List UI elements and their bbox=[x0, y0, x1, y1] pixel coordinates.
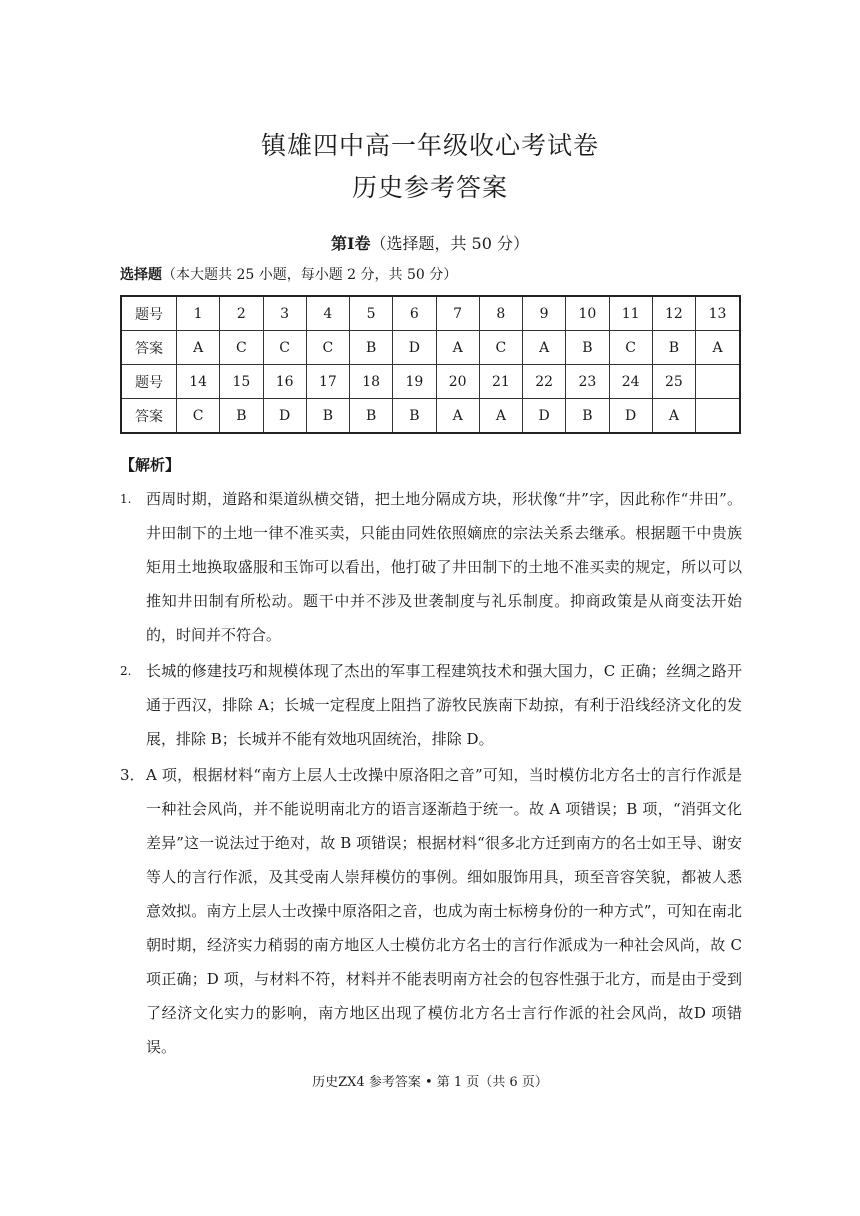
table-cell: A bbox=[696, 331, 741, 365]
table-cell: B bbox=[350, 399, 393, 434]
table-cell: 3 bbox=[263, 296, 306, 331]
table-cell: B bbox=[393, 399, 436, 434]
section-desc: （选择题，共 50 分） bbox=[370, 234, 530, 253]
table-cell: C bbox=[609, 331, 652, 365]
table-cell: 5 bbox=[350, 296, 393, 331]
table-cell: 4 bbox=[306, 296, 349, 331]
table-cell: 14 bbox=[177, 365, 220, 399]
section-heading bbox=[0, 231, 860, 254]
table-cell: B bbox=[566, 399, 609, 434]
table-cell: B bbox=[652, 331, 695, 365]
table-cell: B bbox=[350, 331, 393, 365]
page-footer: 历史ZX4 参考答案 • 第 1 页（共 6 页） bbox=[312, 1075, 548, 1090]
table-cell: C bbox=[306, 331, 349, 365]
answer-table bbox=[120, 295, 741, 434]
table-cell: 25 bbox=[652, 365, 695, 399]
mcq-desc: （本大题共 25 小题，每小题 2 分，共 50 分） bbox=[162, 267, 458, 283]
answer-key-title: 历史参考答案 bbox=[351, 173, 508, 202]
table-cell: 9 bbox=[523, 296, 566, 331]
table-row bbox=[121, 296, 740, 331]
table-cell: 12 bbox=[652, 296, 695, 331]
table-cell: 8 bbox=[479, 296, 522, 331]
table-cell: 2 bbox=[220, 296, 263, 331]
table-cell: 13 bbox=[696, 296, 741, 331]
item-number: 1. bbox=[120, 492, 132, 506]
table-cell: C bbox=[220, 331, 263, 365]
table-cell: D bbox=[263, 399, 306, 434]
mcq-note bbox=[120, 264, 457, 284]
table-cell: C bbox=[177, 399, 220, 434]
item-text: 长城的修建技巧和规模体现了杰出的军事工程建筑技术和强大国力，C 正确；丝绸之路开通于西汉，排除 A；长城一定程度上阻挡了游牧民族南下劫掠，有利于沿线经济文化的发展，排除 B；长城并不能有效地巩固统治，排除 D。 bbox=[146, 662, 742, 748]
table-cell: 24 bbox=[609, 365, 652, 399]
table-cell: B bbox=[566, 331, 609, 365]
table-cell: 16 bbox=[263, 365, 306, 399]
table-cell: 19 bbox=[393, 365, 436, 399]
analysis-heading: 【解析】 bbox=[120, 456, 181, 474]
table-cell: B bbox=[306, 399, 349, 434]
item-number: 2. bbox=[120, 664, 132, 678]
table-row bbox=[121, 399, 740, 434]
row-header-cell: 答案 bbox=[121, 399, 177, 434]
table-cell: 17 bbox=[306, 365, 349, 399]
table-row bbox=[121, 331, 740, 365]
row-header-cell: 答案 bbox=[121, 331, 177, 365]
exam-title: 镇雄四中高一年级收心考试卷 bbox=[260, 131, 599, 160]
table-cell: D bbox=[523, 399, 566, 434]
table-cell: 7 bbox=[436, 296, 479, 331]
analysis-item bbox=[120, 482, 742, 652]
table-cell: D bbox=[609, 399, 652, 434]
item-text: A 项，根据材料“南方上层人士改操中原洛阳之音”可知，当时模仿北方名士的言行作派是一种社会风尚，并不能说明南北方的语言逐渐趋于统一。故 A 项错误；B 项，“消弭文化差异”这一说法过于绝对，故 B 项错误；根据材料“很多北方迁到南方的名士如王导、谢安等人的言行作派，及其受南人崇拜模仿的事例。细如服饰用具，顼至音容笑貌，都被人悉意效拟。南方上层人士改操中原洛阳之音，也成为南士标榜身份的一种方式”，可知在南北朝时期，经济实力稍弱的南方地区人士模仿北方名士的言行作派成为一种社会风尚，故 C 项正确；D 项，与材料不符，材料并不能表明南方社会的包容性强于北方，而是由于受到了经济文化实力的影响，南方地区出现了模仿北方名士言行作派的社会风尚，故D 项错误。 bbox=[146, 766, 742, 1056]
table-cell: D bbox=[393, 331, 436, 365]
row-header-cell: 题号 bbox=[121, 296, 177, 331]
analysis-item bbox=[120, 758, 742, 1064]
table-cell: 10 bbox=[566, 296, 609, 331]
table-cell: 1 bbox=[177, 296, 220, 331]
table-cell: A bbox=[177, 331, 220, 365]
mcq-label: 选择题 bbox=[120, 267, 162, 283]
table-cell: 11 bbox=[609, 296, 652, 331]
table-cell: A bbox=[436, 331, 479, 365]
table-cell: A bbox=[479, 399, 522, 434]
analysis-item bbox=[120, 654, 742, 756]
table-cell bbox=[696, 399, 741, 434]
table-cell: 6 bbox=[393, 296, 436, 331]
table-row bbox=[121, 365, 740, 399]
table-cell: 22 bbox=[523, 365, 566, 399]
item-number: 3． bbox=[120, 766, 145, 784]
table-cell: A bbox=[652, 399, 695, 434]
table-cell: 23 bbox=[566, 365, 609, 399]
row-header-cell: 题号 bbox=[121, 365, 177, 399]
item-text: 西周时期，道路和渠道纵横交错，把土地分隔成方块，形状像“井”字，因此称作“井田”。井田制下的土地一律不准买卖，只能由同姓依照嫡庶的宗法关系去继承。根据题干中贵族矩用土地换取盛服和玉饰可以看出，他打破了井田制下的土地不准买卖的规定，所以可以推知井田制有所松动。题干中并不涉及世袭制度与礼乐制度。抑商政策是从商变法开始的，时间并不符合。 bbox=[146, 490, 742, 644]
table-cell: B bbox=[220, 399, 263, 434]
table-cell: A bbox=[523, 331, 566, 365]
table-cell: C bbox=[479, 331, 522, 365]
table-cell: 15 bbox=[220, 365, 263, 399]
table-cell bbox=[696, 365, 741, 399]
table-cell: 21 bbox=[479, 365, 522, 399]
section-label: 第Ⅰ卷 bbox=[330, 234, 371, 253]
table-cell: 20 bbox=[436, 365, 479, 399]
table-cell: 18 bbox=[350, 365, 393, 399]
table-cell: A bbox=[436, 399, 479, 434]
table-cell: C bbox=[263, 331, 306, 365]
